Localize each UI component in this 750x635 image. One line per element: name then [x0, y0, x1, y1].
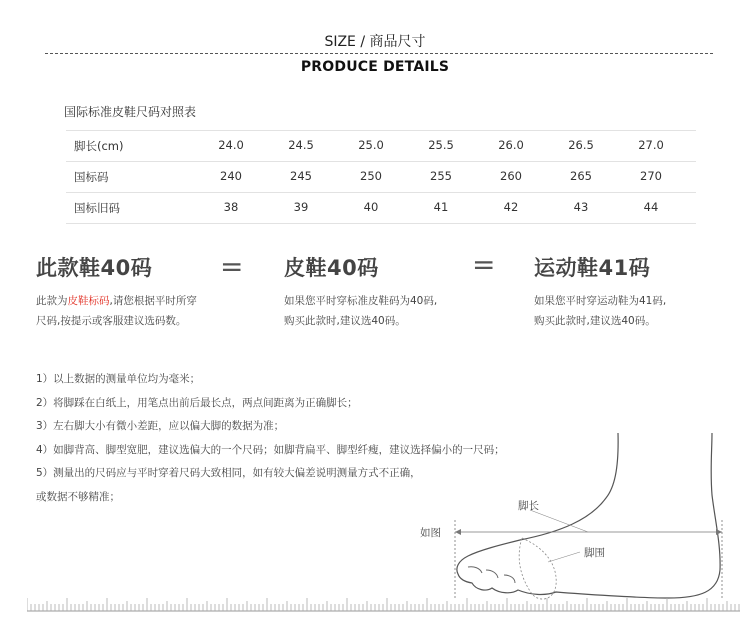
table-cell: 265 — [570, 169, 592, 183]
table-cell: 27.0 — [638, 138, 664, 152]
table-cell: 41 — [433, 200, 449, 214]
this-shoe-title: 此款鞋40码 — [36, 256, 153, 280]
arrow-right-icon — [716, 529, 722, 535]
table-cell: 24.0 — [218, 138, 244, 152]
girth-leader-line — [548, 552, 580, 562]
table-cell: 260 — [500, 169, 522, 183]
equals-sign: = — [220, 250, 244, 283]
table-cell: 25.0 — [358, 138, 384, 152]
table-cell: 26.5 — [568, 138, 594, 152]
table-cell: 38 — [223, 200, 239, 214]
arrow-left-icon — [455, 529, 461, 535]
desc-line: 如果您平时穿运动鞋为41码, — [534, 295, 667, 307]
table-cell: 43 — [573, 200, 589, 214]
foot-outline — [457, 433, 720, 598]
produce-details-heading: PRODUCE DETAILS — [300, 59, 450, 75]
desc-suffix: ,请您根据平时所穿 — [109, 295, 197, 307]
note-line: 5）测量出的尺码应与平时穿着尺码大致相同，如有较大偏差说明测量方式不正确， — [36, 467, 421, 479]
sports-shoe-title: 运动鞋41码 — [534, 256, 651, 280]
table-cell: 39 — [293, 200, 309, 214]
note-line: 4）如脚背高、脚型宽肥，建议选偏大的一个尺码；如脚背扁平、脚型纤瘦，建议选择偏小的一尺码； — [36, 443, 505, 456]
desc-line: 购买此款时,建议选40码。 — [534, 315, 656, 327]
girth-ellipse — [519, 538, 556, 599]
table-cell: 42 — [503, 200, 519, 214]
desc-prefix: 此款为 — [36, 295, 68, 307]
table-cell: 240 — [220, 169, 242, 183]
table-cell: 25.5 — [428, 138, 454, 152]
table-cell: 44 — [643, 200, 659, 214]
ruler-graphic — [27, 598, 740, 612]
table-cell: 40 — [363, 200, 379, 214]
note-line: 或数据不够精准； — [36, 490, 120, 503]
table-cell: 245 — [290, 169, 312, 183]
size-table-title: 国际标准皮鞋尺码对照表 — [64, 105, 197, 119]
table-cell: 24.5 — [288, 138, 314, 152]
note-line: 1）以上数据的测量单位均为毫米； — [36, 373, 201, 385]
equals-sign: = — [472, 248, 496, 281]
desc-line: 如果您平时穿标准皮鞋码为40码, — [284, 295, 438, 307]
row-label: 脚长(cm) — [74, 139, 124, 153]
toe-lines — [468, 567, 515, 583]
figure-label: 如图 — [420, 527, 441, 539]
note-line: 2）将脚踩在白纸上，用笔点出前后最长点，两点间距离为正确脚长； — [36, 396, 358, 409]
desc-line: 尺码,按提示或客服建议选码数。 — [36, 315, 187, 327]
foot-length-label: 脚长 — [518, 500, 539, 512]
leather-shoe-title: 皮鞋40码 — [284, 256, 379, 280]
table-cell: 255 — [430, 169, 452, 183]
size-title: SIZE / 商品尺寸 — [324, 34, 426, 50]
leather-standard-highlight: 皮鞋标码 — [67, 295, 110, 307]
note-line: 3）左右脚大小有微小差距，应以偏大脚的数据为准； — [36, 420, 285, 432]
row-label: 国标旧码 — [74, 201, 120, 215]
table-cell: 250 — [360, 169, 382, 183]
foot-girth-label: 脚围 — [584, 547, 605, 559]
table-cell: 26.0 — [498, 138, 524, 152]
table-cell: 270 — [640, 169, 662, 183]
row-label: 国标码 — [74, 170, 109, 184]
desc-line: 购买此款时,建议选40码。 — [284, 315, 406, 327]
